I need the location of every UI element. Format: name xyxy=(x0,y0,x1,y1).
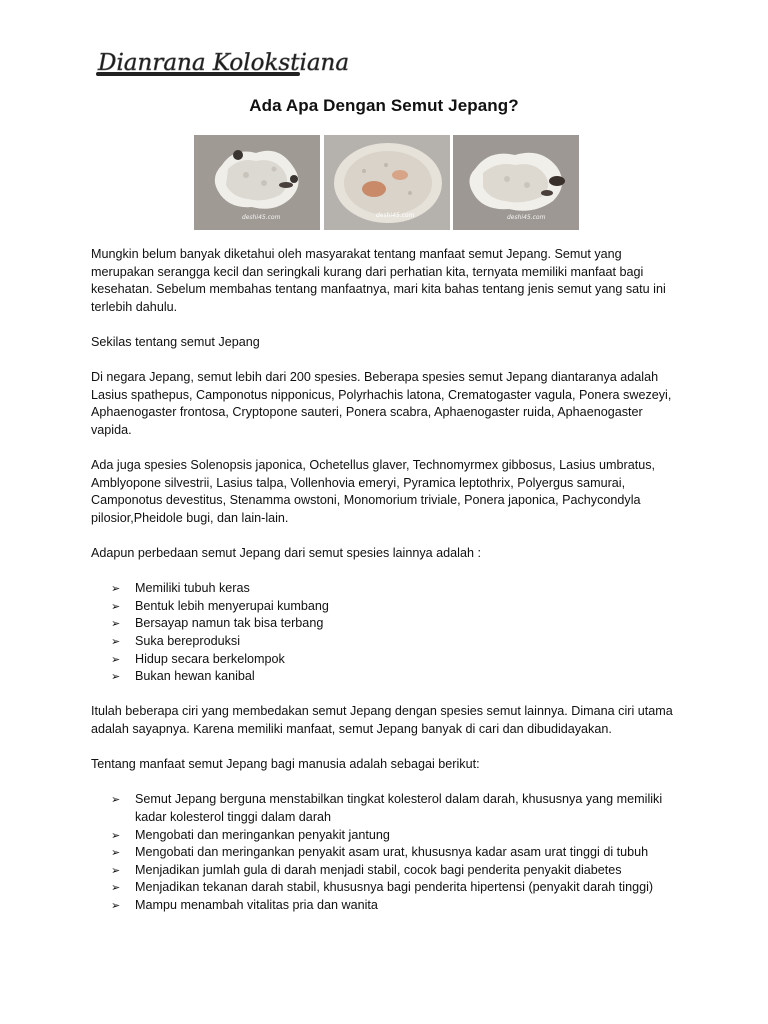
list-item: ➢ Bersayap namun tak bisa terbang xyxy=(111,615,681,633)
list-item: ➢ Memiliki tubuh keras xyxy=(111,580,681,598)
species-paragraph-2: Ada juga spesies Solenopsis japonica, Ochetellus glaver, Technomyrmex gibbosus, Lasius umbratus, Amblyopone silvestrii, Lasius talpa, Vollenhovia emeryi, Pyramica leptothrix, Polyergus samurai, Camponotus devestitus, Stenamma owstoni, Monomorium triviale, Ponera japonica, Pachycondyla pilosior,Pheidole bugi, dan lain-lain. xyxy=(91,458,655,525)
intro-paragraph: Mungkin belum banyak diketahui oleh masyarakat tentang manfaat semut Jepang. Semut yang merupakan serangga kecil dan seringkali kurang dari perhatian kita, ternyata memiliki manfaat bagi kesehatan. Sebelum membahas tentang manfaatnya, mari kita bahas tentang jenis semut yang satu ini terlebih dahulu. xyxy=(91,247,666,314)
benefits-intro: Tentang manfaat semut Jepang bagi manusia adalah sebagai berikut: xyxy=(91,757,480,772)
logo-text: Dianrana Kolokstiana xyxy=(98,50,350,76)
list-item: ➢ Mengobati dan meringankan penyakit asam urat, khususnya kadar asam urat tinggi di tubuh xyxy=(111,844,681,862)
page-title: Ada Apa Dengan Semut Jepang? xyxy=(249,96,519,115)
arrow-bullet-icon: ➢ xyxy=(111,846,121,860)
photo-ant-colony-2 xyxy=(324,135,450,230)
list-item: ➢ Semut Jepang berguna menstabilkan tingkat kolesterol dalam darah, khususnya yang memiliki kadar kolesterol tinggi dalam darah xyxy=(111,792,663,824)
photo-ant-colony-1 xyxy=(194,135,320,230)
differences-intro: Adapun perbedaan semut Jepang dari semut spesies lainnya adalah : xyxy=(91,546,481,561)
arrow-bullet-icon: ➢ xyxy=(111,881,121,895)
arrow-bullet-icon: ➢ xyxy=(111,617,121,631)
list-item: ➢ Hidup secara berkelompok xyxy=(111,651,681,669)
benefits-list xyxy=(91,791,681,914)
arrow-bullet-icon: ➢ xyxy=(111,898,121,912)
arrow-bullet-icon: ➢ xyxy=(111,670,121,684)
subheading: Sekilas tentang semut Jepang xyxy=(91,334,260,349)
arrow-bullet-icon: ➢ xyxy=(111,863,121,877)
arrow-bullet-icon: ➢ xyxy=(111,599,121,613)
list-item: ➢ Mampu menambah vitalitas pria dan wanita xyxy=(111,897,681,915)
list-item: ➢ Menjadikan tekanan darah stabil, khususnya bagi penderita hipertensi (penyakit darah tinggi) xyxy=(111,879,681,897)
list-item: ➢ Bentuk lebih menyerupai kumbang xyxy=(111,598,681,616)
arrow-bullet-icon: ➢ xyxy=(111,652,121,666)
differences-list xyxy=(91,580,681,686)
photo-ant-colony-3 xyxy=(453,135,579,230)
photo-strip xyxy=(194,135,578,231)
article-body xyxy=(91,246,681,915)
arrow-bullet-icon: ➢ xyxy=(111,793,121,807)
list-item: ➢ Bukan hewan kanibal xyxy=(111,668,681,686)
differences-summary: Itulah beberapa ciri yang membedakan semut Jepang dengan spesies semut lainnya. Dimana ciri utama adalah sayapnya. Karena memiliki manfaat, semut Jepang banyak di cari dan dibudidayakan. xyxy=(91,704,673,737)
arrow-bullet-icon: ➢ xyxy=(111,828,121,842)
photo-watermark: deshi45.com xyxy=(242,214,281,221)
photo-watermark: deshi45.com xyxy=(376,212,415,219)
site-logo xyxy=(92,42,350,86)
species-paragraph-1: Di negara Jepang, semut lebih dari 200 spesies. Beberapa spesies semut Jepang diantaranya adalah Lasius spathepus, Camponotus nipponicus, Polyrhachis latona, Crematogaster vagula, Ponera swezeyi, Aphaenogaster frontosa, Cryptopone sauteri, Ponera scabra, Aphaenogaster ruida, Aphaenogaster vapida. xyxy=(91,370,672,437)
list-item: ➢ Suka bereproduksi xyxy=(111,633,681,651)
photo-watermark: deshi45.com xyxy=(507,214,546,221)
arrow-bullet-icon: ➢ xyxy=(111,635,121,649)
list-item: ➢ Mengobati dan meringankan penyakit jantung xyxy=(111,827,681,845)
arrow-bullet-icon: ➢ xyxy=(111,582,121,596)
list-item: ➢ Menjadikan jumlah gula di darah menjadi stabil, cocok bagi penderita penyakit diabetes xyxy=(111,862,681,880)
